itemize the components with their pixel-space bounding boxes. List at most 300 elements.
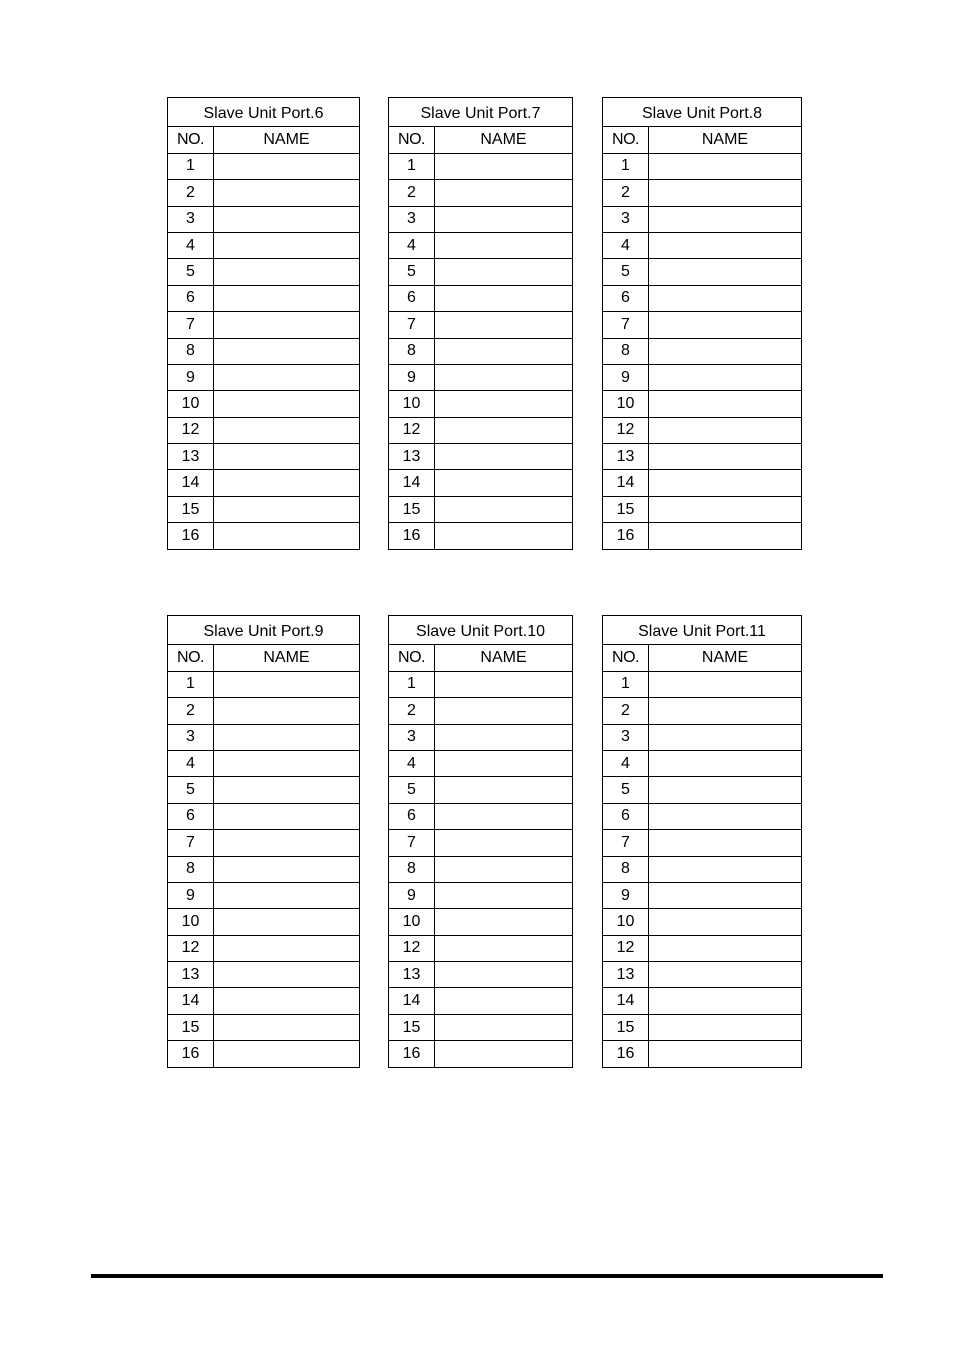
table-row (168, 1014, 360, 1040)
table-row (603, 777, 802, 803)
table-row (389, 259, 573, 285)
row-name-cell (214, 671, 360, 697)
row-number: 3 (603, 724, 649, 750)
row-name-cell (435, 338, 573, 364)
row-number: 9 (168, 882, 214, 908)
row-number: 16 (603, 1041, 649, 1067)
row-name-cell (649, 417, 802, 443)
row-number: 8 (603, 856, 649, 882)
row-name-cell (214, 232, 360, 258)
table-row (603, 338, 802, 364)
table-title-row (389, 98, 573, 127)
row-number: 1 (168, 671, 214, 697)
row-name-cell (214, 285, 360, 311)
row-number: 3 (168, 206, 214, 232)
row-number: 12 (168, 935, 214, 961)
row-number: 8 (168, 338, 214, 364)
table-row (168, 777, 360, 803)
table-row (389, 909, 573, 935)
row-name-cell (214, 856, 360, 882)
footer-rule (91, 1274, 883, 1278)
row-name-cell (649, 777, 802, 803)
row-name-cell (649, 470, 802, 496)
row-number: 6 (168, 285, 214, 311)
row-number: 6 (389, 285, 435, 311)
row-number: 12 (389, 417, 435, 443)
table-row (389, 391, 573, 417)
table-header-row (389, 127, 573, 153)
table-row (603, 750, 802, 776)
row-number: 15 (603, 496, 649, 522)
row-name-cell (435, 724, 573, 750)
row-name-cell (649, 232, 802, 258)
row-name-cell (435, 444, 573, 470)
table-row (168, 671, 360, 697)
row-number: 16 (168, 523, 214, 549)
row-number: 10 (168, 391, 214, 417)
table-row (389, 988, 573, 1014)
column-header-name: NAME (649, 127, 802, 153)
row-name-cell (435, 803, 573, 829)
table-row (603, 523, 802, 549)
row-number: 7 (603, 830, 649, 856)
row-number: 13 (168, 962, 214, 988)
row-number: 15 (389, 496, 435, 522)
table-row (389, 312, 573, 338)
row-name-cell (214, 988, 360, 1014)
table-row (168, 698, 360, 724)
row-number: 8 (168, 856, 214, 882)
table-row (389, 777, 573, 803)
row-number: 3 (603, 206, 649, 232)
table-row (603, 935, 802, 961)
row-number: 7 (168, 830, 214, 856)
table-row (168, 338, 360, 364)
row-number: 2 (389, 698, 435, 724)
row-number: 4 (603, 232, 649, 258)
row-number: 13 (603, 962, 649, 988)
row-name-cell (649, 523, 802, 549)
row-name-cell (435, 180, 573, 206)
table-row (168, 206, 360, 232)
row-number: 13 (168, 444, 214, 470)
column-header-name: NAME (435, 645, 573, 671)
table-header-row (168, 127, 360, 153)
table-row (603, 206, 802, 232)
table-row (389, 417, 573, 443)
port-table-6 (167, 97, 360, 550)
table-title-row (389, 616, 573, 645)
row-name-cell (214, 153, 360, 179)
column-header-name: NAME (435, 127, 573, 153)
column-header-no: NO. (603, 127, 649, 153)
table-title-row (168, 98, 360, 127)
row-name-cell (435, 232, 573, 258)
row-name-cell (649, 312, 802, 338)
row-number: 4 (603, 750, 649, 776)
row-number: 16 (168, 1041, 214, 1067)
row-name-cell (435, 909, 573, 935)
table-row (603, 803, 802, 829)
row-name-cell (649, 1014, 802, 1040)
table-title-row (603, 98, 802, 127)
table-row (168, 882, 360, 908)
table-row (168, 153, 360, 179)
row-number: 2 (168, 698, 214, 724)
table-row (389, 180, 573, 206)
row-number: 9 (603, 364, 649, 390)
table-title-row (603, 616, 802, 645)
column-header-name: NAME (214, 645, 360, 671)
table-row (603, 444, 802, 470)
table-row (168, 391, 360, 417)
table-row (168, 988, 360, 1014)
row-number: 8 (603, 338, 649, 364)
row-number: 15 (603, 1014, 649, 1040)
table-row (389, 935, 573, 961)
row-number: 3 (168, 724, 214, 750)
row-number: 16 (389, 523, 435, 549)
row-number: 5 (603, 777, 649, 803)
row-number: 9 (389, 364, 435, 390)
row-number: 7 (168, 312, 214, 338)
port-table-9 (167, 615, 360, 1068)
column-header-no: NO. (389, 127, 435, 153)
row-number: 4 (389, 750, 435, 776)
row-number: 4 (168, 232, 214, 258)
row-name-cell (435, 830, 573, 856)
row-number: 2 (168, 180, 214, 206)
row-name-cell (649, 935, 802, 961)
table-row (168, 750, 360, 776)
row-name-cell (649, 750, 802, 776)
row-name-cell (649, 803, 802, 829)
row-name-cell (649, 1041, 802, 1067)
row-name-cell (435, 1041, 573, 1067)
table-row (168, 496, 360, 522)
row-number: 6 (389, 803, 435, 829)
row-name-cell (435, 364, 573, 390)
row-name-cell (435, 750, 573, 776)
table-row (603, 830, 802, 856)
row-name-cell (435, 259, 573, 285)
row-number: 5 (389, 259, 435, 285)
row-number: 5 (168, 259, 214, 285)
table-row (603, 724, 802, 750)
table-row (603, 882, 802, 908)
row-name-cell (649, 391, 802, 417)
row-name-cell (649, 364, 802, 390)
table-row (603, 259, 802, 285)
row-number: 3 (389, 206, 435, 232)
table-row (168, 180, 360, 206)
port-table-10 (388, 615, 573, 1068)
row-number: 4 (168, 750, 214, 776)
row-name-cell (649, 909, 802, 935)
table-row (168, 417, 360, 443)
row-number: 4 (389, 232, 435, 258)
row-number: 14 (168, 470, 214, 496)
row-number: 13 (603, 444, 649, 470)
table-row (168, 1041, 360, 1067)
table-title: Slave Unit Port.8 (603, 98, 802, 127)
row-name-cell (435, 523, 573, 549)
table-row (603, 962, 802, 988)
table-row (603, 856, 802, 882)
table-row (603, 698, 802, 724)
table-row (389, 206, 573, 232)
row-number: 7 (389, 312, 435, 338)
row-number: 7 (603, 312, 649, 338)
table-row (168, 909, 360, 935)
port-table-8 (602, 97, 802, 550)
table-row (389, 750, 573, 776)
row-number: 8 (389, 856, 435, 882)
row-number: 1 (603, 671, 649, 697)
row-number: 12 (603, 417, 649, 443)
row-number: 15 (389, 1014, 435, 1040)
row-name-cell (435, 206, 573, 232)
row-name-cell (435, 962, 573, 988)
table-row (168, 364, 360, 390)
row-number: 9 (603, 882, 649, 908)
column-header-name: NAME (214, 127, 360, 153)
row-number: 2 (603, 180, 649, 206)
row-number: 9 (389, 882, 435, 908)
row-name-cell (214, 724, 360, 750)
row-number: 1 (603, 153, 649, 179)
table-row (168, 285, 360, 311)
row-number: 16 (389, 1041, 435, 1067)
row-name-cell (649, 206, 802, 232)
table-row (389, 285, 573, 311)
row-name-cell (649, 882, 802, 908)
row-number: 1 (389, 671, 435, 697)
row-name-cell (214, 470, 360, 496)
table-row (389, 470, 573, 496)
row-name-cell (435, 496, 573, 522)
row-name-cell (435, 391, 573, 417)
table-row (389, 364, 573, 390)
row-name-cell (435, 312, 573, 338)
table-row (603, 312, 802, 338)
column-header-no: NO. (168, 645, 214, 671)
row-name-cell (435, 698, 573, 724)
row-name-cell (214, 391, 360, 417)
port-table-7 (388, 97, 573, 550)
row-name-cell (435, 153, 573, 179)
table-title: Slave Unit Port.11 (603, 616, 802, 645)
row-number: 15 (168, 496, 214, 522)
row-number: 13 (389, 962, 435, 988)
table-row (168, 232, 360, 258)
row-name-cell (214, 206, 360, 232)
table-row (603, 391, 802, 417)
row-number: 5 (603, 259, 649, 285)
row-number: 15 (168, 1014, 214, 1040)
table-row (603, 285, 802, 311)
row-name-cell (435, 777, 573, 803)
table-title: Slave Unit Port.6 (168, 98, 360, 127)
row-name-cell (214, 803, 360, 829)
table-row (389, 153, 573, 179)
table-row (168, 935, 360, 961)
row-name-cell (649, 180, 802, 206)
row-number: 10 (389, 391, 435, 417)
row-name-cell (214, 312, 360, 338)
table-row (389, 338, 573, 364)
column-header-no: NO. (603, 645, 649, 671)
row-number: 2 (603, 698, 649, 724)
table-row (389, 856, 573, 882)
row-name-cell (214, 338, 360, 364)
row-name-cell (649, 496, 802, 522)
table-row (603, 1014, 802, 1040)
table-row (168, 523, 360, 549)
row-name-cell (214, 882, 360, 908)
row-name-cell (435, 935, 573, 961)
table-row (168, 312, 360, 338)
column-header-name: NAME (649, 645, 802, 671)
row-number: 6 (603, 803, 649, 829)
row-number: 14 (603, 988, 649, 1014)
row-name-cell (214, 935, 360, 961)
row-number: 13 (389, 444, 435, 470)
table-row (389, 232, 573, 258)
table-title: Slave Unit Port.10 (389, 616, 573, 645)
table-row (168, 444, 360, 470)
table-row (389, 882, 573, 908)
table-row (389, 671, 573, 697)
row-name-cell (214, 417, 360, 443)
table-row (389, 724, 573, 750)
row-number: 1 (389, 153, 435, 179)
row-name-cell (214, 830, 360, 856)
table-row (168, 962, 360, 988)
row-number: 14 (389, 470, 435, 496)
row-name-cell (435, 856, 573, 882)
table-row (389, 1041, 573, 1067)
table-row (389, 830, 573, 856)
row-number: 14 (168, 988, 214, 1014)
row-name-cell (649, 259, 802, 285)
table-row (603, 496, 802, 522)
row-number: 7 (389, 830, 435, 856)
table-row (603, 671, 802, 697)
table-header-row (603, 645, 802, 671)
table-row (168, 259, 360, 285)
table-row (603, 1041, 802, 1067)
port-table-11 (602, 615, 802, 1068)
table-row (389, 803, 573, 829)
table-title: Slave Unit Port.7 (389, 98, 573, 127)
row-name-cell (214, 698, 360, 724)
row-name-cell (649, 856, 802, 882)
row-number: 8 (389, 338, 435, 364)
row-name-cell (649, 671, 802, 697)
row-name-cell (435, 417, 573, 443)
row-name-cell (435, 671, 573, 697)
row-name-cell (214, 1041, 360, 1067)
table-row (168, 470, 360, 496)
row-number: 12 (168, 417, 214, 443)
row-name-cell (649, 962, 802, 988)
table-row (603, 180, 802, 206)
row-number: 12 (389, 935, 435, 961)
row-name-cell (649, 444, 802, 470)
row-name-cell (214, 523, 360, 549)
table-row (603, 153, 802, 179)
table-header-row (389, 645, 573, 671)
table-row (389, 523, 573, 549)
row-number: 14 (603, 470, 649, 496)
row-name-cell (435, 1014, 573, 1040)
row-name-cell (214, 962, 360, 988)
table-row (168, 830, 360, 856)
table-header-row (603, 127, 802, 153)
row-name-cell (214, 750, 360, 776)
row-number: 10 (603, 391, 649, 417)
row-name-cell (649, 988, 802, 1014)
table-row (603, 232, 802, 258)
row-number: 3 (389, 724, 435, 750)
table-title-row (168, 616, 360, 645)
table-row (603, 909, 802, 935)
row-number: 2 (389, 180, 435, 206)
table-row (389, 1014, 573, 1040)
column-header-no: NO. (168, 127, 214, 153)
row-name-cell (435, 470, 573, 496)
row-name-cell (435, 285, 573, 311)
row-number: 9 (168, 364, 214, 390)
row-name-cell (435, 882, 573, 908)
table-row (389, 444, 573, 470)
row-name-cell (649, 698, 802, 724)
row-number: 14 (389, 988, 435, 1014)
row-name-cell (214, 364, 360, 390)
row-number: 12 (603, 935, 649, 961)
table-row (603, 470, 802, 496)
row-number: 6 (603, 285, 649, 311)
row-name-cell (649, 285, 802, 311)
table-row (389, 496, 573, 522)
table-header-row (168, 645, 360, 671)
table-row (168, 856, 360, 882)
row-name-cell (649, 830, 802, 856)
row-name-cell (214, 259, 360, 285)
row-number: 10 (389, 909, 435, 935)
row-name-cell (649, 338, 802, 364)
row-name-cell (214, 444, 360, 470)
table-row (389, 962, 573, 988)
row-number: 5 (389, 777, 435, 803)
table-row (168, 803, 360, 829)
row-name-cell (214, 496, 360, 522)
row-name-cell (214, 777, 360, 803)
row-name-cell (649, 153, 802, 179)
row-name-cell (649, 724, 802, 750)
row-name-cell (435, 988, 573, 1014)
row-number: 1 (168, 153, 214, 179)
table-row (603, 364, 802, 390)
row-number: 10 (168, 909, 214, 935)
row-name-cell (214, 909, 360, 935)
row-number: 5 (168, 777, 214, 803)
row-name-cell (214, 1014, 360, 1040)
table-row (603, 988, 802, 1014)
row-number: 6 (168, 803, 214, 829)
table-row (389, 698, 573, 724)
